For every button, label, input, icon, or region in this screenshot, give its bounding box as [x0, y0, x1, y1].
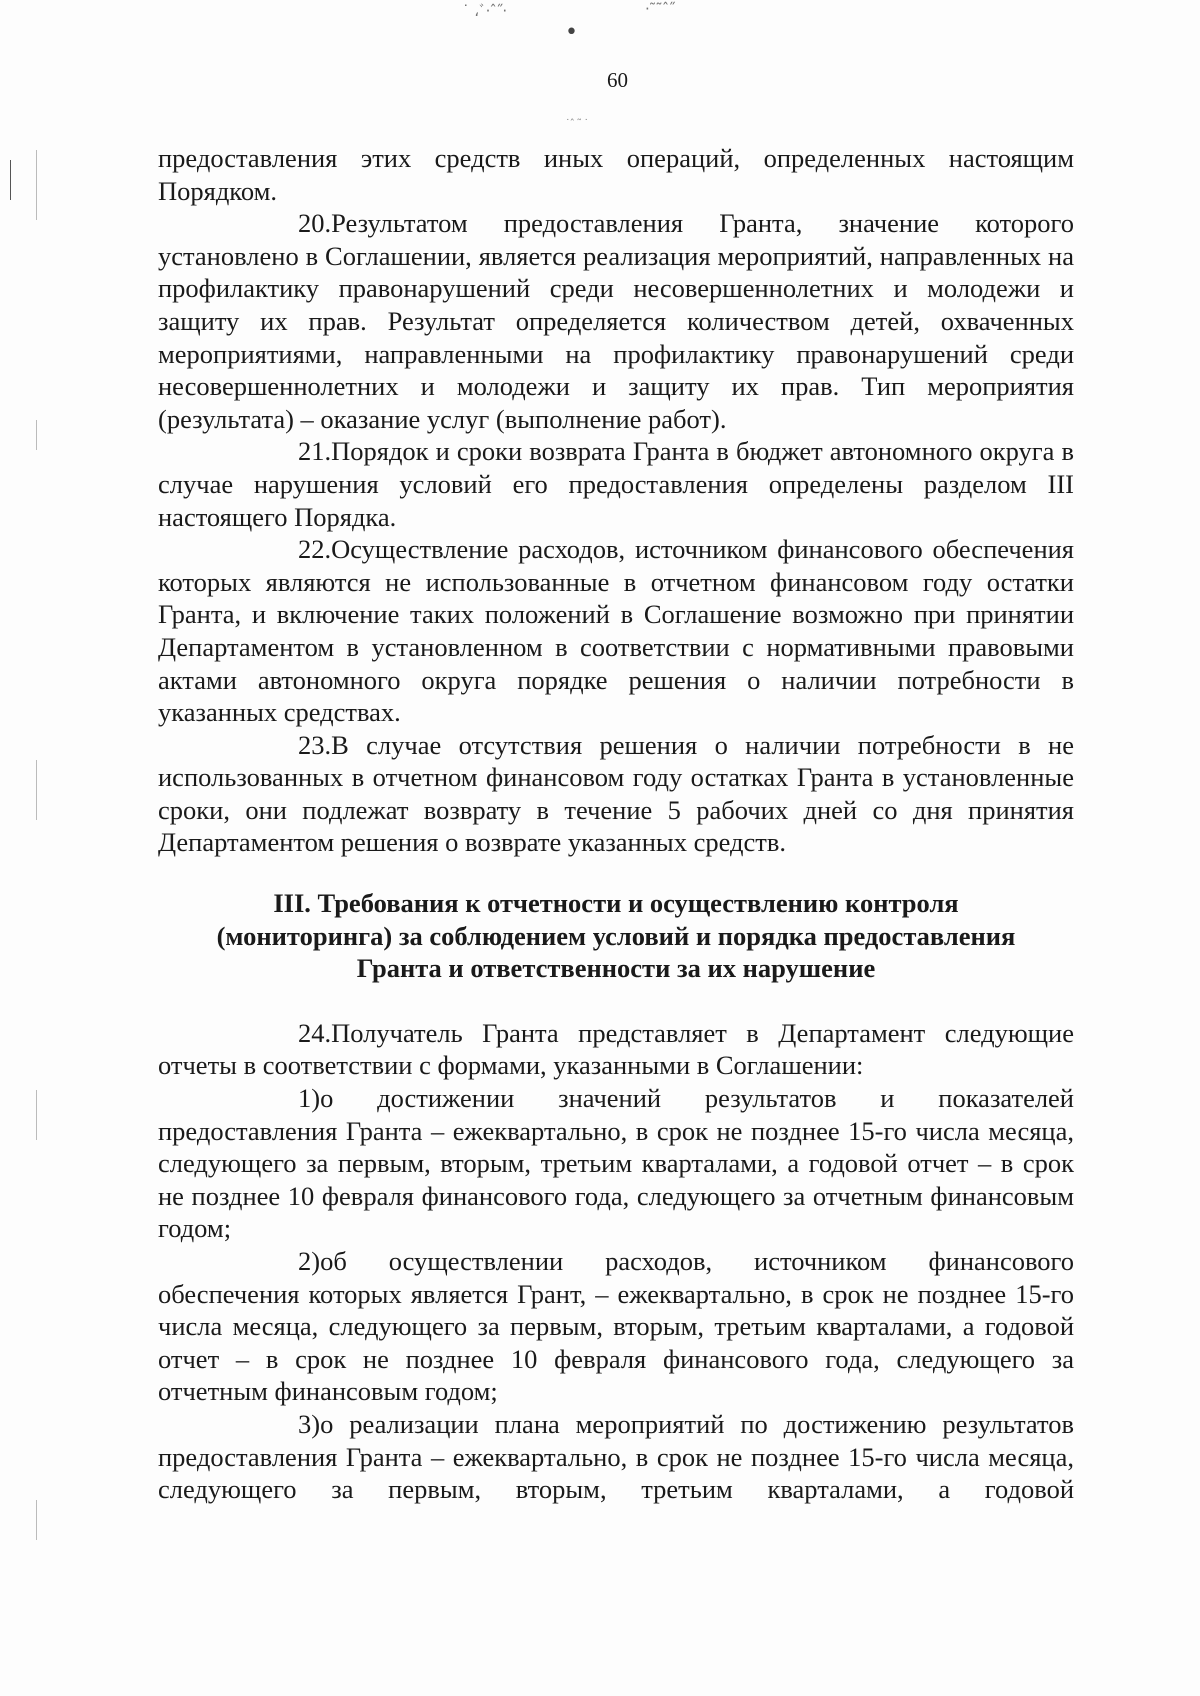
section-heading-line: (мониторинга) за соблюдением условий и порядка предоставления [216, 920, 1016, 951]
scan-left-edge [0, 0, 150, 1696]
paragraph-text: Порядок и сроки возврата Гранта в бюджет автономного округа в случае нарушения условий его предоставления определены разделом III настоящего Порядка. [158, 436, 1074, 532]
list-item-number: 1) [298, 1083, 321, 1114]
list-item-2 [158, 1245, 1074, 1408]
scan-artifact: ˙ˆ ˜ ˙ [565, 117, 588, 130]
section-heading-line: III. Требования к отчетности и осуществлению контроля [273, 888, 959, 919]
paragraph-number: 23. [298, 729, 332, 760]
paragraph-continuation [158, 142, 1074, 207]
paragraph-number: 22. [298, 534, 332, 565]
scan-artifact: • [565, 20, 577, 45]
document-body [158, 142, 1074, 1506]
paragraph-22 [158, 533, 1074, 729]
scan-artifact: ˙ ،ﾞ·ˆ˝· [462, 2, 507, 20]
list-item-number: 3) [298, 1408, 321, 1439]
list-item-text: об осуществлении расходов, источником финансового обеспечения которых является Грант, – ежеквартально, в срок не позднее 15-го числа месяца, следующего за первым, вторым, третьим кварталами, а годовой отчет – в срок не позднее 10 февраля финансового года, следующего за отчетным финансовым годом; [158, 1246, 1074, 1407]
paragraph-text: Результатом предоставления Гранта, значение которого установлено в Соглашении, является реализация мероприятий, направленных на профилактику правонарушений среди несовершеннолетних и молодежи и защиту их прав. Результат определяется количеством детей, охваченных мероприятиями, направленными на профилактику правонарушений среди несовершеннолетних и молодежи и защиту их прав. Тип мероприятия (результата) – оказание услуг (выполнение работ). [158, 208, 1074, 434]
list-item-3 [158, 1408, 1074, 1506]
section-heading [158, 887, 1074, 985]
paragraph-20 [158, 207, 1074, 435]
list-item-text: о реализации плана мероприятий по достижению результатов предоставления Гранта – ежеквартально, в срок не позднее 15-го числа месяца, следующего за первым, вторым, третьим кварталами, а годовой [158, 1408, 1074, 1505]
paragraph-number: 21. [298, 436, 332, 467]
list-item-1 [158, 1082, 1074, 1245]
paragraph-number: 24. [298, 1017, 332, 1048]
paragraph-text: предоставления этих средств иных операций, определенных настоящим Порядком. [158, 143, 1074, 206]
list-item-text: о достижении значений результатов и показателей предоставления Гранта – ежеквартально, в срок не позднее 15-го числа месяца, следующего за первым, вторым, третьим кварталами, а годовой отчет – в срок не позднее 10 февраля финансового года, следующего за отчетным финансовым годом; [158, 1083, 1074, 1244]
paragraph-number: 20. [298, 208, 332, 239]
page-number: 60 [607, 68, 628, 92]
scan-artifact: ·˜˜ˆ˝ [645, 0, 675, 18]
paragraph-21 [158, 435, 1074, 533]
list-item-number: 2) [298, 1246, 321, 1276]
paragraph-24 [158, 1017, 1074, 1082]
section-heading-line: Гранта и ответственности за их нарушение [356, 953, 876, 984]
paragraph-text: В случае отсутствия решения о наличии потребности в не использованных в отчетном финансовом году остатках Гранта в установленные сроки, они подлежат возврату в течение 5 рабочих дней со дня принятия Департаментом решения о возврате указанных средств. [158, 729, 1074, 858]
paragraph-text: Осуществление расходов, источником финансового обеспечения которых являются не использованные в отчетном финансовом году остатки Гранта, и включение таких положений в Соглашение возможно при принятии Департаментом в установленном в соответствии с нормативными правовыми актами автономного округа порядке решения о наличии потребности в указанных средствах. [158, 534, 1074, 728]
paragraph-text: Получатель Гранта представляет в Департамент следующие отчеты в соответствии с формами, указанными в Соглашении: [158, 1017, 1074, 1081]
paragraph-23 [158, 729, 1074, 859]
